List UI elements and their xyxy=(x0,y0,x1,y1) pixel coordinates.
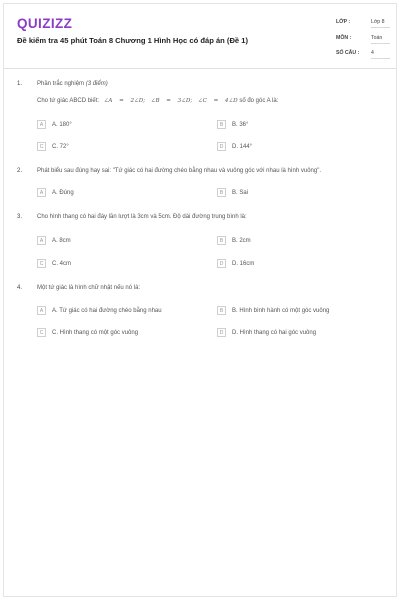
meta-subject-value: Toán xyxy=(371,35,383,41)
option-text: C. 72° xyxy=(52,143,69,150)
meta-class xyxy=(336,16,390,28)
option-text: D. 16cm xyxy=(232,260,255,267)
option-letter-box: D xyxy=(217,142,226,151)
section-points: (3 điểm) xyxy=(85,81,108,87)
option-text: A. Đúng xyxy=(52,189,74,196)
option-text: B. 2cm xyxy=(232,237,251,244)
meta-subject-underline xyxy=(371,43,390,44)
meta-class-underline xyxy=(371,27,390,28)
option-letter-box: B xyxy=(217,120,226,129)
meta-count-underline xyxy=(371,58,390,59)
option-letter-box: C xyxy=(37,142,46,151)
option-letter-box: B xyxy=(217,236,226,245)
question-4-text: Một tứ giác là hình chữ nhật nếu nó là: xyxy=(37,285,141,291)
worksheet-page xyxy=(3,3,397,597)
option-letter-box: D xyxy=(217,259,226,268)
option-letter-box: A xyxy=(37,306,46,315)
meta-subject-label: MÔN : xyxy=(336,35,352,41)
question-2-number: 2. xyxy=(17,168,23,174)
question-1-text xyxy=(37,98,278,104)
option-text: D. Hình thang có hai góc vuông xyxy=(232,329,317,336)
section-number: 1. xyxy=(17,81,23,87)
option-letter-box: C xyxy=(37,259,46,268)
question-4-number: 4. xyxy=(17,285,23,291)
meta-question-count xyxy=(336,47,390,59)
question-2-text: Phát biểu sau đúng hay sai: "Tứ giác có hai đường chéo bằng nhau và vuông góc với nhau là hình vuông". xyxy=(37,168,322,174)
math-2d: 2∠D; xyxy=(130,98,146,104)
option-text: B. 36° xyxy=(232,121,249,128)
document-title: Đề kiểm tra 45 phút Toán 8 Chương 1 Hình Học có đáp án (Đề 1) xyxy=(17,36,249,45)
math-4d: 4∠D xyxy=(224,98,238,104)
math-3d: 3∠D; xyxy=(177,98,193,104)
option-letter-box: A xyxy=(37,236,46,245)
question-3-text: Cho hình thang có hai đáy lần lượt là 3cm và 5cm. Độ dài đường trung bình là: xyxy=(37,214,247,220)
meta-class-value: Lớp 8 xyxy=(371,19,385,25)
option-text: B. Hình bình hành có một góc vuông xyxy=(232,307,330,314)
header-divider xyxy=(4,68,396,69)
question-3-number: 3. xyxy=(17,214,23,220)
meta-count-label: SỐ CÂU : xyxy=(336,50,360,56)
question-1-intro: Cho tứ giác ABCD biết: xyxy=(37,98,100,104)
option-text: A. 180° xyxy=(52,121,72,128)
math-equals-3: = xyxy=(213,98,219,104)
question-1-tail: số đo góc A là: xyxy=(239,98,279,104)
math-equals-2: = xyxy=(166,98,171,104)
section-title-text: Phần trắc nghiệm xyxy=(37,81,85,87)
option-letter-box: A xyxy=(37,120,46,129)
option-letter-box: A xyxy=(37,188,46,197)
quizizz-logo: QUIZIZZ xyxy=(17,16,73,31)
section-title xyxy=(37,81,108,87)
option-text: A. 8cm xyxy=(52,237,71,244)
option-letter-box: C xyxy=(37,328,46,337)
option-text: D. 144° xyxy=(232,143,253,150)
option-letter-box: B xyxy=(217,306,226,315)
option-text: B. Sai xyxy=(232,189,249,196)
math-angle-b: ∠B xyxy=(150,98,160,104)
meta-class-label: LỚP : xyxy=(336,19,351,25)
math-equals-1: = xyxy=(119,98,124,104)
math-angle-a: ∠A xyxy=(103,98,113,104)
option-text: C. Hình thang có một góc vuông xyxy=(52,329,139,336)
option-letter-box: D xyxy=(217,328,226,337)
meta-count-value: 4 xyxy=(371,50,374,56)
meta-subject xyxy=(336,32,390,44)
math-angle-c: ∠C xyxy=(197,98,207,104)
option-letter-box: B xyxy=(217,188,226,197)
option-text: A. Tứ giác có hai đường chéo bằng nhau xyxy=(52,307,162,314)
option-text: C. 4cm xyxy=(52,260,72,267)
